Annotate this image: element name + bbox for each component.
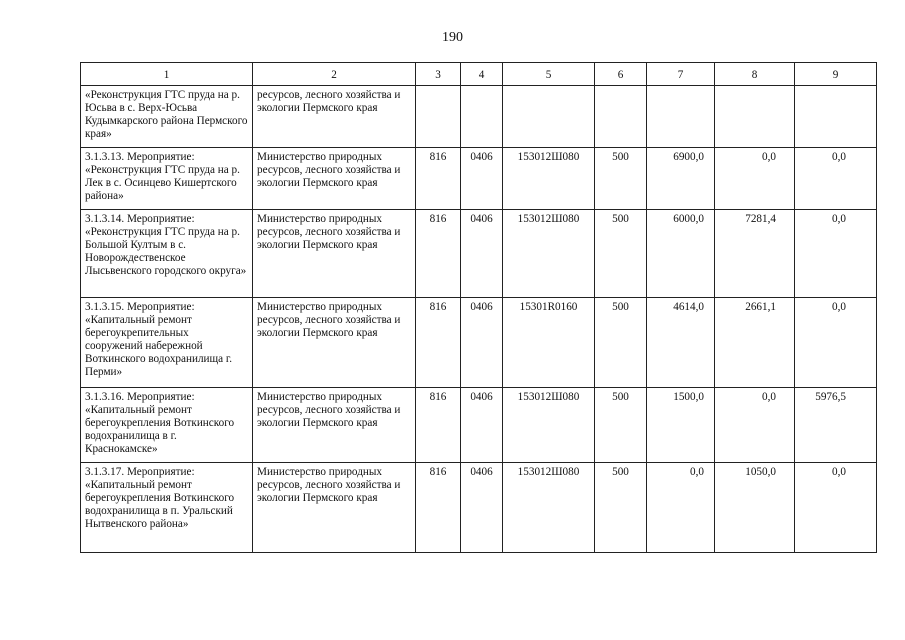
amount-col9-cell (795, 86, 877, 148)
amount-col7-cell (647, 86, 715, 148)
ministry-code-cell (416, 86, 461, 148)
expense-type-cell: 500 (595, 388, 647, 463)
responsible-executor-cell: Министерство природных ресурсов, лесного хозяйства и экологии Пермского края (253, 388, 416, 463)
responsible-executor-cell: Министерство природных ресурсов, лесного хозяйства и экологии Пермского края (253, 298, 416, 388)
column-header-7: 7 (647, 63, 715, 86)
amount-col9-cell: 5976,5 (795, 388, 877, 463)
table-row (81, 298, 877, 388)
amount-col8-cell: 0,0 (715, 388, 795, 463)
measure-name-cell: 3.1.3.16. Мероприятие: «Капитальный ремонт берегоукрепления Воткинского водохранилища в г. Краснокамске» (81, 388, 253, 463)
section-code-cell: 0406 (461, 388, 503, 463)
ministry-code-cell: 816 (416, 148, 461, 210)
column-header-5: 5 (503, 63, 595, 86)
table-header-row (81, 63, 877, 86)
amount-col7-cell: 6000,0 (647, 210, 715, 298)
measure-name-cell: 3.1.3.13. Мероприятие: «Реконструкция ГТС пруда на р. Лек в с. Осинцево Кишертского района» (81, 148, 253, 210)
column-header-3: 3 (416, 63, 461, 86)
amount-col9-cell: 0,0 (795, 210, 877, 298)
ministry-code-cell: 816 (416, 388, 461, 463)
table-row (81, 463, 877, 553)
table-row (81, 86, 877, 148)
section-code-cell: 0406 (461, 148, 503, 210)
responsible-executor-cell: Министерство природных ресурсов, лесного хозяйства и экологии Пермского края (253, 463, 416, 553)
section-code-cell: 0406 (461, 463, 503, 553)
measure-name-cell: 3.1.3.17. Мероприятие: «Капитальный ремонт берегоукрепления Воткинского водохранилища в п. Уральский Нытвенского района» (81, 463, 253, 553)
responsible-executor-cell: Министерство природных ресурсов, лесного хозяйства и экологии Пермского края (253, 148, 416, 210)
section-code-cell: 0406 (461, 210, 503, 298)
amount-col9-cell: 0,0 (795, 298, 877, 388)
page-number: 190 (442, 30, 463, 45)
target-article-cell: 153012Ш080 (503, 463, 595, 553)
amount-col8-cell: 7281,4 (715, 210, 795, 298)
amount-col8-cell (715, 86, 795, 148)
column-header-8: 8 (715, 63, 795, 86)
amount-col7-cell: 1500,0 (647, 388, 715, 463)
measure-name-cell: «Реконструкция ГТС пруда на р. Юсьва в с. Верх-Юсьва Кудымкарского района Пермского края» (81, 86, 253, 148)
expense-type-cell: 500 (595, 463, 647, 553)
amount-col7-cell: 6900,0 (647, 148, 715, 210)
target-article-cell: 153012Ш080 (503, 148, 595, 210)
amount-col9-cell: 0,0 (795, 463, 877, 553)
measure-name-cell: 3.1.3.15. Мероприятие: «Капитальный ремонт берегоукрепительных сооружений набережной Воткинского водохранилища г. Перми» (81, 298, 253, 388)
column-header-2: 2 (253, 63, 416, 86)
expense-type-cell (595, 86, 647, 148)
target-article-cell: 153012Ш080 (503, 210, 595, 298)
ministry-code-cell: 816 (416, 210, 461, 298)
amount-col8-cell: 0,0 (715, 148, 795, 210)
amount-col8-cell: 2661,1 (715, 298, 795, 388)
ministry-code-cell: 816 (416, 463, 461, 553)
amount-col8-cell: 1050,0 (715, 463, 795, 553)
column-header-6: 6 (595, 63, 647, 86)
amount-col7-cell: 4614,0 (647, 298, 715, 388)
ministry-code-cell: 816 (416, 298, 461, 388)
column-header-4: 4 (461, 63, 503, 86)
section-code-cell: 0406 (461, 298, 503, 388)
column-header-1: 1 (81, 63, 253, 86)
table-row (81, 388, 877, 463)
responsible-executor-cell: ресурсов, лесного хозяйства и экологии Пермского края (253, 86, 416, 148)
budget-table (80, 62, 877, 553)
target-article-cell: 15301R0160 (503, 298, 595, 388)
expense-type-cell: 500 (595, 210, 647, 298)
amount-col9-cell: 0,0 (795, 148, 877, 210)
expense-type-cell: 500 (595, 148, 647, 210)
amount-col7-cell: 0,0 (647, 463, 715, 553)
target-article-cell (503, 86, 595, 148)
measure-name-cell: 3.1.3.14. Мероприятие: «Реконструкция ГТС пруда на р. Большой Култым в с. Новорождественское Лысьвенского городского округа» (81, 210, 253, 298)
target-article-cell: 153012Ш080 (503, 388, 595, 463)
responsible-executor-cell: Министерство природных ресурсов, лесного хозяйства и экологии Пермского края (253, 210, 416, 298)
table-row (81, 210, 877, 298)
expense-type-cell: 500 (595, 298, 647, 388)
section-code-cell (461, 86, 503, 148)
column-header-9: 9 (795, 63, 877, 86)
table-row (81, 148, 877, 210)
